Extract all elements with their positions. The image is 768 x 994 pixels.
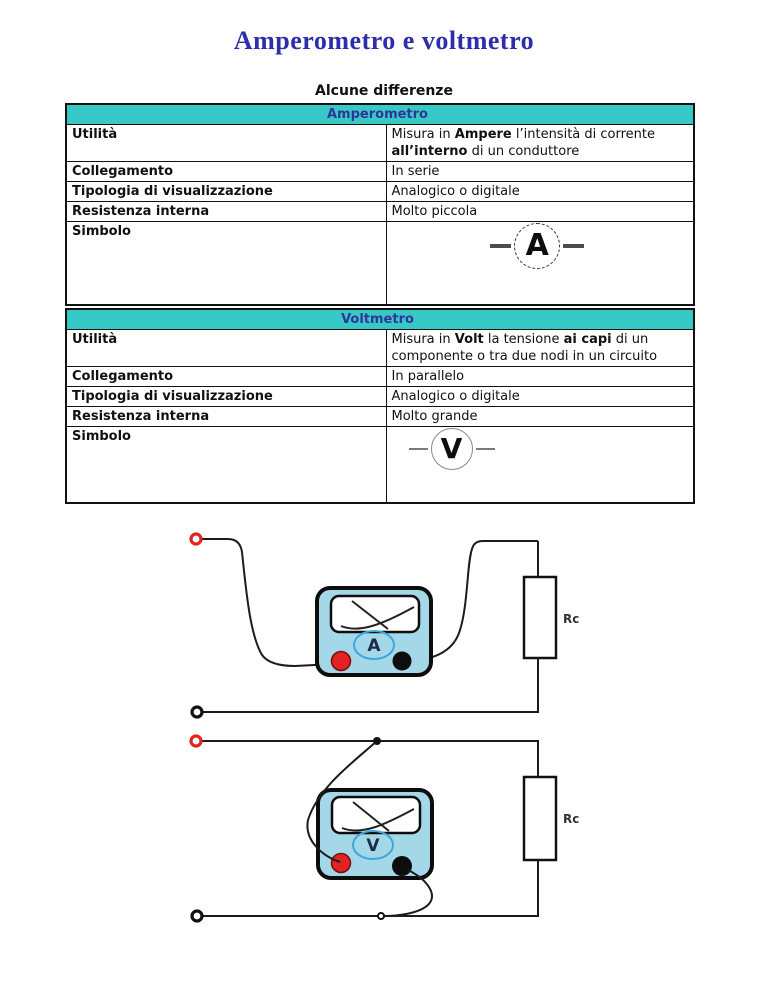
table-row <box>66 125 694 162</box>
row-value: Analogico o digitale <box>386 387 694 407</box>
positive-terminal <box>191 534 201 544</box>
table-header: Voltmetro <box>66 309 694 330</box>
resistor <box>524 777 556 860</box>
symbol-letter: V <box>440 432 463 465</box>
dashed-circle <box>514 223 560 269</box>
table-row <box>66 367 694 387</box>
row-label: Tipologia di visualizzazione <box>66 182 386 202</box>
resistor-label: Rc <box>563 612 580 626</box>
value-text: di un componente o tra due nodi in un circuito <box>391 332 658 364</box>
row-label: Utilità <box>66 125 386 162</box>
row-label: Tipologia di visualizzazione <box>66 387 386 407</box>
table-header-row <box>66 104 694 125</box>
negative-terminal <box>192 707 202 717</box>
row-value: In serie <box>386 162 694 182</box>
symbol-lead-left <box>490 244 511 248</box>
row-label: Simbolo <box>66 427 386 504</box>
value-text: Misura in <box>391 127 455 142</box>
ammeter-device <box>317 588 431 675</box>
amperometro-table <box>65 103 695 306</box>
symbol-cell <box>386 222 694 306</box>
value-text: di un conduttore <box>467 144 580 159</box>
page-subtitle: Alcune differenze <box>315 83 453 99</box>
row-label: Simbolo <box>66 222 386 306</box>
voltmeter-circuit-diagram <box>0 728 768 938</box>
ammeter-circuit-diagram <box>0 528 768 728</box>
row-value <box>386 125 694 162</box>
junction-node-bottom <box>378 913 384 919</box>
meter-letter: V <box>366 836 380 856</box>
row-value: In parallelo <box>386 367 694 387</box>
symbol-cell <box>386 427 694 504</box>
row-value: Molto piccola <box>386 202 694 222</box>
table-row <box>66 162 694 182</box>
meter-letter: A <box>367 636 381 656</box>
meter-red-terminal <box>332 652 351 671</box>
voltmeter-symbol-icon <box>392 428 684 470</box>
row-value: Analogico o digitale <box>386 182 694 202</box>
resistor <box>524 577 556 658</box>
table-header-row <box>66 309 694 330</box>
row-value: Molto grande <box>386 407 694 427</box>
row-label: Resistenza interna <box>66 407 386 427</box>
value-bold: all’interno <box>391 144 468 159</box>
table-row <box>66 387 694 407</box>
table-row <box>66 330 694 367</box>
meter-black-terminal <box>393 652 412 671</box>
positive-terminal <box>191 736 201 746</box>
value-bold: ai capi <box>563 332 612 347</box>
ammeter-symbol-icon <box>392 223 684 269</box>
row-label: Utilità <box>66 330 386 367</box>
symbol-letter: A <box>525 228 549 263</box>
table-row <box>66 202 694 222</box>
value-text: Misura in <box>391 332 455 347</box>
table-row <box>66 427 694 504</box>
value-bold: Volt <box>454 332 484 347</box>
table-row <box>66 222 694 306</box>
value-bold: Ampere <box>454 127 512 142</box>
voltmeter-device <box>318 790 432 878</box>
table-row <box>66 182 694 202</box>
resistor-label: Rc <box>563 812 580 826</box>
symbol-lead-right <box>563 244 584 248</box>
value-text: l’intensità di corrente <box>511 127 655 142</box>
table-row <box>66 407 694 427</box>
value-text: la tensione <box>483 332 564 347</box>
row-value <box>386 330 694 367</box>
meter-black-terminal <box>392 856 412 876</box>
row-label: Collegamento <box>66 162 386 182</box>
page-title: Amperometro e voltmetro <box>233 26 535 55</box>
row-label: Collegamento <box>66 367 386 387</box>
row-label: Resistenza interna <box>66 202 386 222</box>
voltmetro-table <box>65 308 695 504</box>
symbol-lead-left <box>409 448 428 450</box>
symbol-lead-right <box>476 448 495 450</box>
solid-circle <box>431 428 473 470</box>
junction-node-top <box>373 737 381 745</box>
wire <box>202 539 334 666</box>
table-header: Amperometro <box>66 104 694 125</box>
meter-red-terminal <box>332 854 351 873</box>
negative-terminal <box>192 911 202 921</box>
